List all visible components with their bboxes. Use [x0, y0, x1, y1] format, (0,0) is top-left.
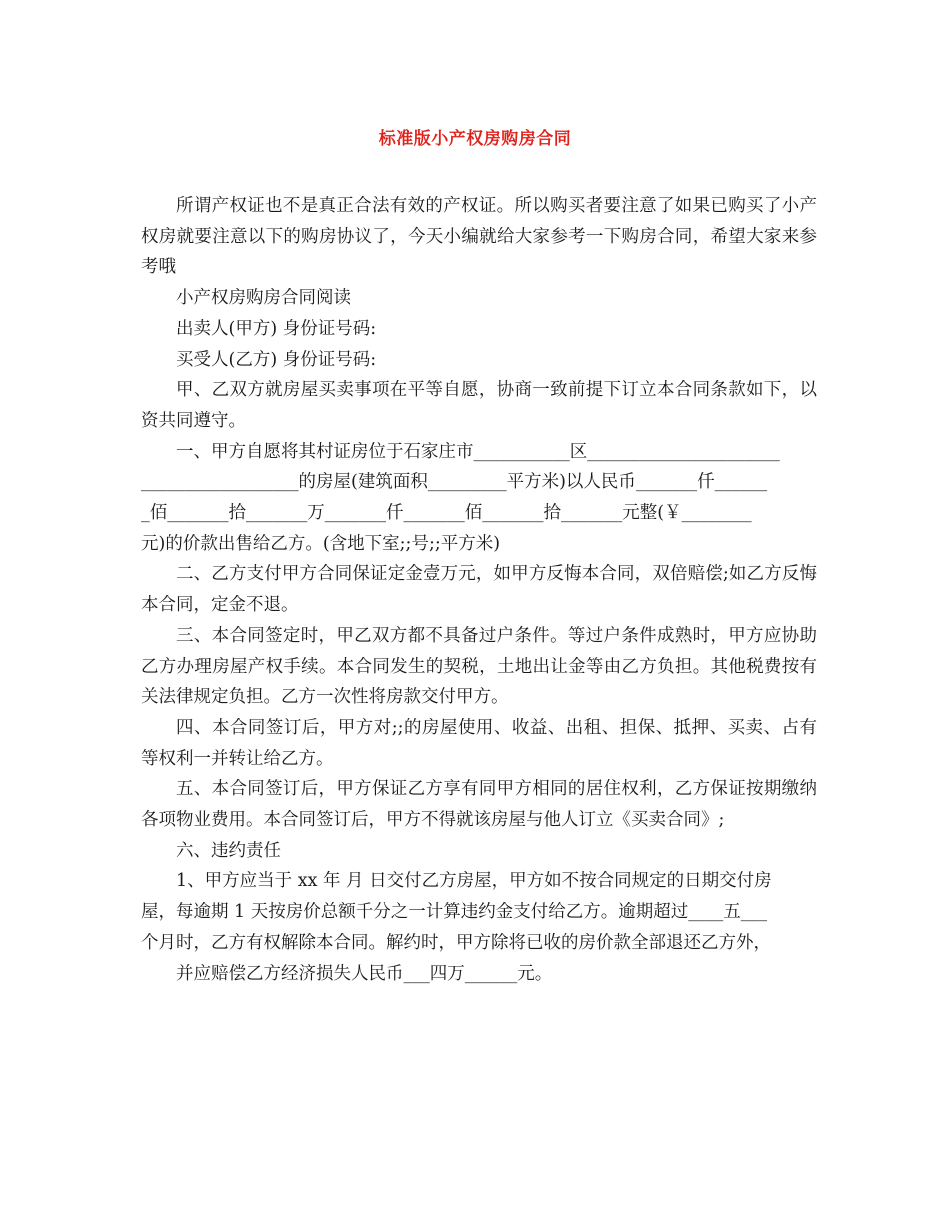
clause-6-item-1-line: 个月时，乙方有权解除本合同。解约时，甲方除将已收的房价款全部退还乙方外， [141, 932, 771, 953]
clause-6-item-1 [141, 866, 817, 989]
clause-6-item-1-line: 屋，每逾期 1 天按房价总额千分之一计算违约金支付给乙方。逾期超过____五___ [141, 902, 768, 923]
preamble-paragraph: 甲、乙双方就房屋买卖事项在平等自愿，协商一致前提下订立本合同条款如下，以资共同遵守。 [141, 380, 817, 431]
clause-4: 四、本合同签订后，甲方对;;的房屋使用、收益、出租、担保、抵押、买卖、占有等权利一并转让给乙方。 [141, 717, 817, 769]
clause-6-item-1-line: 1、甲方应当于 xx 年 月 日交付乙方房屋，甲方如不按合同规定的日期交付房 [176, 871, 772, 892]
clause-5: 五、本合同签订后，甲方保证乙方享有同甲方相同的居住权利，乙方保证按期缴纳各项物业费用。本合同签订后，甲方不得就该房屋与他人订立《买卖合同》; [141, 779, 817, 831]
clause-1 [141, 437, 817, 560]
clause-1-line: __________________的房屋(建筑面积_________平方米)以人民币_______仟______ [141, 472, 768, 493]
clause-1-line: 元)的价款出售给乙方。(含地下室;;号;;平方米) [141, 533, 501, 554]
clause-3: 三、本合同签定时，甲乙双方都不具备过户条件。等过户条件成熟时，甲方应协助乙方办理房屋产权手续。本合同发生的契税，土地出让金等由乙方负担。其他税费按有关法律规定负担。乙方一次性将房款交付甲方。 [141, 625, 817, 708]
clause-1-line: 一、甲方自愿将其村证房位于石家庄市___________区______________________ [176, 441, 780, 462]
clause-6-heading: 六、违约责任 [176, 840, 281, 861]
section-heading-read: 小产权房购房合同阅读 [176, 288, 351, 309]
document-title: 标准版小产权房购房合同 [378, 129, 572, 149]
seller-line: 出卖人(甲方) 身份证号码: [176, 318, 377, 339]
clause-6-item-1-line: 并应赔偿乙方经济损失人民币___四万______元。 [176, 963, 553, 984]
intro-paragraph: 所谓产权证也不是真正合法有效的产权证。所以购买者要注意了如果已购买了小产权房就要注意以下的购房协议了，今天小编就给大家参考一下购房合同，希望大家来参考哦 [141, 196, 817, 278]
clause-1-line: _佰_______拾_______万_______仟_______佰_______拾_______元整(￥________ [141, 503, 752, 524]
document-body [141, 191, 817, 989]
clause-2: 二、乙方支付甲方合同保证定金壹万元，如甲方反悔本合同，双倍赔偿;如乙方反悔本合同，定金不退。 [141, 564, 817, 616]
buyer-line: 买受人(乙方) 身份证号码: [176, 349, 377, 370]
